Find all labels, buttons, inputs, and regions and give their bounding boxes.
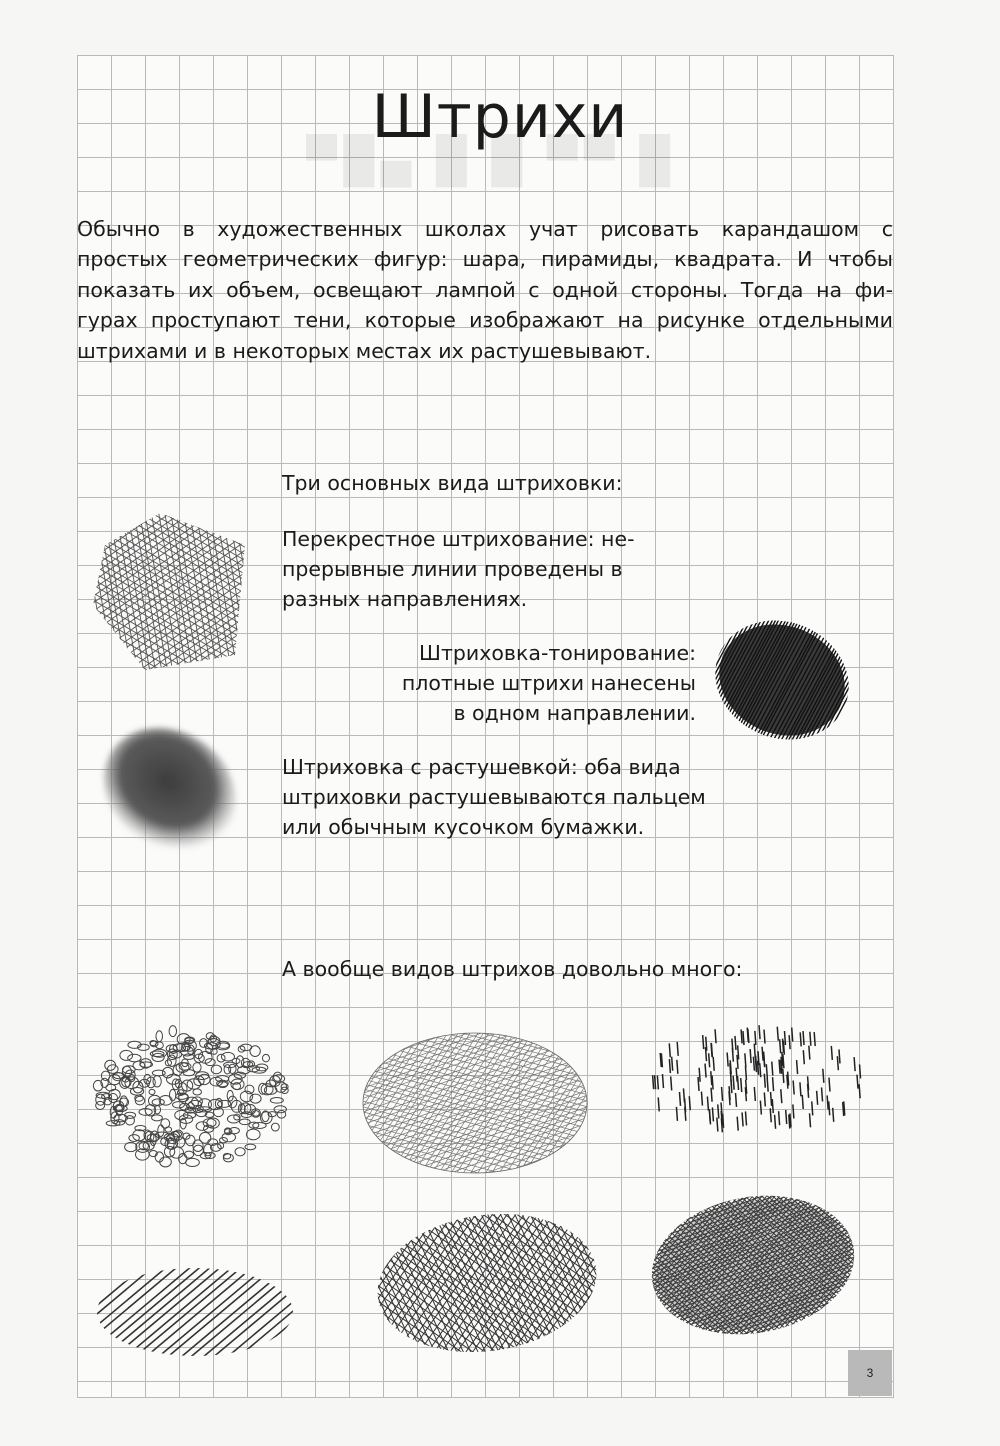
pencil-stroke: [790, 1113, 791, 1127]
pencil-stroke: [204, 1403, 559, 1446]
pencil-stroke: [31, 476, 78, 744]
text-line: Штриховка с растушевкой: оба вида: [282, 755, 681, 779]
pencil-stroke: [750, 1049, 751, 1063]
pencil-stroke: [926, 686, 1000, 884]
pencil-stroke: [181, 1407, 476, 1446]
toning-hatching-sample: [712, 612, 852, 748]
pencil-stroke: [893, 668, 998, 866]
pencil-stroke: [672, 1419, 988, 1446]
text-line: в одном направлении.: [453, 701, 696, 725]
pencil-stroke: [206, 1397, 561, 1446]
pencil-stroke: [756, 1056, 757, 1070]
pencil-stroke: [782, 1052, 783, 1066]
scribble-loop: [173, 1102, 185, 1108]
hatching-heading: Три основных вида штриховки:: [282, 471, 623, 495]
pencil-stroke: [703, 1035, 704, 1049]
pencil-stroke: [915, 680, 1000, 878]
pencil-stroke: [0, 487, 19, 755]
pencil-stroke: [887, 665, 992, 863]
pencil-stroke: [705, 1064, 706, 1078]
scribble-loop: [235, 1148, 245, 1156]
pencil-stroke: [677, 1042, 678, 1056]
pencil-stroke: [837, 1056, 838, 1070]
pencil-stroke: [679, 1092, 680, 1106]
pencil-stroke: [715, 1029, 716, 1043]
blended-fill: [79, 702, 260, 877]
pencil-stroke: [784, 1031, 785, 1045]
pencil-stroke: [775, 1115, 776, 1129]
pencil-stroke: [666, 1403, 982, 1446]
pencil-stroke: [742, 1112, 743, 1126]
pencil-stroke: [779, 1060, 780, 1074]
pencil-stroke: [162, 1434, 457, 1446]
pencil-stroke: [165, 1430, 460, 1446]
scribble-loop: [277, 1110, 286, 1118]
pencil-stroke: [745, 1053, 746, 1067]
scribble-loop: [167, 1055, 176, 1066]
pencil-stroke: [921, 683, 1000, 881]
pencil-stroke: [737, 1117, 738, 1131]
pencil-stroke: [707, 1097, 708, 1111]
pencil-stroke: [827, 1095, 828, 1109]
pencil-stroke: [241, 1410, 486, 1446]
pencil-stroke: [898, 1349, 1000, 1446]
text-line: плотные штрихи нанесены: [401, 671, 696, 695]
pencil-stroke: [808, 1084, 809, 1098]
pencil-stroke: [662, 1074, 663, 1088]
pencil-stroke: [895, 1346, 1000, 1446]
dense-shading-sample: [648, 1190, 858, 1340]
scribble-loop: [135, 1149, 149, 1160]
pencil-stroke: [174, 1417, 469, 1446]
pencil-stroke: [712, 1076, 713, 1090]
scribble-loop: [238, 1046, 245, 1052]
pencil-stroke: [877, 1331, 1000, 1446]
pencil-stroke: [731, 1079, 732, 1093]
pencil-stroke: [793, 1104, 794, 1118]
scribble-loop: [156, 1031, 163, 1042]
pencil-stroke: [907, 676, 1000, 874]
pencil-stroke: [663, 1393, 979, 1446]
scribble-loop: [152, 1115, 163, 1121]
pencil-stroke: [910, 677, 1000, 875]
scribble-loop: [154, 1106, 160, 1114]
pencil-stroke: [653, 1075, 654, 1089]
pencil-stroke: [712, 1107, 713, 1121]
pencil-stroke: [411, 1412, 668, 1446]
scribble-loop: [218, 1043, 230, 1049]
double-cross-hatching-sample: [375, 1208, 600, 1358]
pencil-stroke: [754, 1087, 755, 1101]
scribble-loop: [149, 1089, 155, 1094]
pencil-stroke: [679, 1439, 995, 1446]
scribble-loop: [156, 1042, 164, 1049]
scribble-loop: [170, 1147, 184, 1158]
pencil-stroke: [177, 1412, 472, 1446]
bleed-through: █ ▀▀ █ █ ▄█▀: [300, 135, 671, 184]
pencil-stroke: [741, 1078, 742, 1092]
pencil-stroke: [736, 1093, 737, 1107]
pencil-stroke: [676, 1107, 677, 1121]
pencil-stroke: [689, 1096, 690, 1110]
intro-line: Обычно в художественных школах учат рисовать карандашом с: [77, 217, 893, 241]
pencil-stroke: [764, 1092, 765, 1106]
pencil-stroke: [158, 1440, 453, 1446]
scribble-loop: [270, 1098, 283, 1104]
pencil-stroke: [658, 1097, 659, 1111]
pencil-stroke: [0, 486, 25, 754]
scribble-loop: [245, 1085, 254, 1094]
pencil-stroke: [738, 1076, 739, 1090]
scribble-loop: [106, 1084, 116, 1091]
pencil-stroke: [783, 1069, 784, 1083]
scribble-loop: [271, 1123, 279, 1131]
scribble-loop: [193, 1089, 202, 1095]
scribble-loop: [204, 1144, 212, 1156]
pencil-stroke: [722, 1087, 723, 1101]
pencil-stroke: [823, 1069, 824, 1083]
pencil-stroke: [884, 663, 989, 861]
pencil-stroke: [717, 1118, 718, 1132]
pencil-stroke: [803, 1050, 804, 1064]
pencil-stroke: [671, 1076, 672, 1090]
pencil-stroke: [779, 1111, 780, 1125]
pencil-stroke: [408, 1414, 665, 1446]
pencil-stroke: [675, 1426, 991, 1446]
pencil-stroke: [677, 1060, 678, 1074]
pencil-stroke: [342, 1177, 637, 1383]
pencil-stroke: [767, 1078, 768, 1092]
pencil-stroke: [698, 1077, 699, 1091]
pencil-stroke: [901, 1351, 1000, 1446]
pencil-stroke: [892, 1344, 1000, 1446]
pencil-stroke: [727, 1052, 728, 1066]
pencil-stroke: [829, 1101, 830, 1115]
pencil-stroke: [669, 1411, 985, 1446]
circle-scribbles: [93, 1026, 288, 1167]
intro-line: штрихами и в некоторых местах их растушевывают.: [77, 338, 652, 363]
pencil-stroke: [760, 1063, 761, 1077]
cross-hatching-text: [282, 524, 634, 614]
pencil-stroke: [753, 1057, 754, 1071]
pencil-stroke: [202, 1409, 557, 1446]
scribble-loop: [250, 1046, 260, 1057]
pencil-stroke: [800, 1082, 801, 1096]
pencil-stroke: [41, 542, 277, 678]
pencil-stroke: [683, 1088, 684, 1102]
pencil-stroke: [854, 1057, 855, 1071]
pencil-stroke: [809, 1046, 810, 1060]
pencil-stroke: [741, 1029, 742, 1043]
pencil-stroke: [918, 681, 1000, 879]
pencil-stroke: [788, 1072, 789, 1086]
pencil-stroke: [32, 558, 268, 694]
pencil-stroke: [792, 1028, 793, 1042]
pencil-stroke: [797, 1060, 798, 1074]
pencil-stroke: [859, 1084, 860, 1098]
fine-hatching-sample: [360, 1028, 590, 1178]
pencil-stroke: [677, 1432, 993, 1446]
scribble-loop: [245, 1144, 256, 1150]
pencil-stroke: [427, 1392, 684, 1446]
pencil-stroke: [12, 480, 59, 748]
pencil-stroke: [730, 1063, 731, 1077]
pencil-stroke: [19, 478, 66, 746]
pencil-stroke: [781, 1060, 782, 1074]
pencil-stroke: [780, 1039, 781, 1053]
pencil-stroke: [810, 1113, 811, 1127]
scribble-loop: [165, 1127, 172, 1132]
pencil-stroke: [732, 1039, 733, 1053]
pencil-stroke: [762, 1047, 763, 1061]
diagonal-hatching-sample: [95, 1262, 295, 1362]
pencil-stroke: [0, 489, 7, 757]
scribble-loop: [169, 1026, 176, 1037]
pencil-stroke: [770, 1108, 771, 1122]
pencil-stroke: [236, 1404, 481, 1446]
pencil-stroke: [729, 1091, 730, 1105]
pencil-stroke: [711, 1043, 712, 1057]
pencil-stroke: [661, 1390, 977, 1446]
pencil-stroke: [764, 1074, 765, 1088]
scribble-loop: [200, 1039, 208, 1048]
scribble-loop: [183, 1070, 195, 1076]
blended-hatching-text: [282, 752, 706, 842]
scribble-loop: [281, 1087, 288, 1093]
scribble-loop: [229, 1064, 236, 1073]
scribble-loop: [217, 1054, 225, 1062]
scribble-loop: [223, 1154, 233, 1162]
pencil-stroke: [171, 1421, 466, 1446]
pencil-stroke: [758, 1051, 759, 1065]
pencil-stroke: [7, 481, 54, 749]
pencil-stroke: [251, 1422, 496, 1446]
pencil-stroke: [829, 1078, 830, 1092]
pencil-stroke: [764, 1030, 765, 1044]
pencil-stroke: [736, 1068, 737, 1082]
intro-line: показать их объем, освещают лампой с одной стороны. Тогда на фи-: [77, 277, 893, 302]
pencil-stroke: [773, 1077, 774, 1091]
pencil-stroke: [759, 1025, 760, 1039]
pencil-stroke: [748, 1029, 749, 1043]
pencil-stroke: [833, 1108, 834, 1122]
pencil-stroke: [191, 1392, 486, 1446]
pencil-stroke: [188, 1397, 483, 1446]
intro-line: простых геометрических фигур: шара, пирамиды, квадрата. И чтобы: [77, 247, 893, 272]
pencil-stroke: [889, 1341, 1000, 1446]
pencil-stroke: [721, 1111, 722, 1125]
pencil-stroke: [1, 482, 48, 750]
pencil-stroke: [231, 1398, 476, 1446]
pencil-stroke: [800, 1032, 801, 1046]
scribble-loop: [101, 1071, 109, 1080]
pencil-stroke: [207, 1391, 562, 1446]
blended-hatching-sample: [100, 722, 245, 862]
pencil-stroke: [745, 1087, 746, 1101]
pencil-stroke: [416, 1406, 673, 1446]
pencil-stroke: [895, 669, 1000, 867]
scribble-loop: [239, 1119, 250, 1125]
pencil-stroke: [901, 672, 1000, 870]
pencil-stroke: [423, 1397, 680, 1446]
pencil-stroke: [0, 484, 37, 752]
pencil-stroke: [735, 1036, 736, 1050]
intro-line: гурах проступают тени, которые изображают на рисунке отдельными: [77, 308, 893, 333]
pencil-stroke: [766, 1064, 767, 1078]
pencil-stroke: [425, 1395, 682, 1446]
text-line: Перекрестное штрихование: не-: [282, 527, 635, 551]
pencil-stroke: [676, 1429, 992, 1446]
scribble-loop: [128, 1054, 141, 1061]
pencil-stroke: [783, 1041, 784, 1055]
pencil-stroke: [420, 1401, 677, 1446]
pencil-stroke: [839, 1049, 840, 1063]
pencil-stroke: [711, 1088, 712, 1102]
scribble-loop: [169, 1089, 175, 1100]
pencil-stroke: [789, 1035, 790, 1049]
pencil-stroke: [678, 1435, 994, 1446]
pencil-stroke: [267, 1441, 512, 1446]
pencil-stroke: [781, 1089, 782, 1103]
pencil-stroke: [880, 1333, 1000, 1446]
page-title: Штрихи: [371, 82, 629, 152]
pencil-stroke: [0, 483, 43, 751]
pencil-stroke: [913, 679, 1000, 877]
pencil-stroke: [764, 1053, 765, 1067]
tick-strokes: [653, 1025, 861, 1132]
pencil-stroke: [772, 1099, 773, 1113]
pencil-stroke: [0, 488, 13, 756]
page-number: 3: [848, 1350, 892, 1396]
scribble-loop: [192, 1097, 203, 1106]
scribble-loop: [184, 1054, 194, 1060]
pencil-stroke: [0, 485, 32, 753]
pencil-stroke: [743, 1031, 744, 1045]
pencil-stroke: [709, 1053, 710, 1067]
scribble-loop: [186, 1158, 200, 1166]
scribble-loop: [211, 1065, 221, 1074]
pencil-stroke: [803, 1031, 804, 1045]
pencil-stroke: [655, 1075, 656, 1089]
pencil-stroke: [777, 1027, 778, 1041]
pencil-stroke: [857, 1075, 858, 1089]
pencil-stroke: [822, 1087, 823, 1101]
pencil-stroke: [671, 1415, 987, 1446]
pencil-stroke: [760, 1101, 761, 1115]
pencil-stroke: [669, 1059, 670, 1073]
pencil-stroke: [890, 667, 995, 865]
pencil-stroke: [812, 1101, 813, 1115]
pencil-stroke: [883, 1336, 1000, 1446]
pencil-stroke: [418, 1403, 675, 1446]
pencil-stroke: [886, 1339, 1000, 1446]
pencil-stroke: [718, 1104, 719, 1118]
pencil-stroke: [657, 1075, 658, 1089]
scribble-loop: [152, 1099, 164, 1105]
pencil-stroke: [860, 1064, 861, 1078]
pencil-stroke: [793, 1081, 794, 1095]
scribble-loop: [205, 1059, 215, 1066]
scribble-circles-sample: [90, 1020, 295, 1175]
pencil-stroke: [831, 1046, 832, 1060]
pencil-stroke: [713, 1057, 714, 1071]
pencil-stroke: [168, 1426, 463, 1446]
toning-hatching-text: [360, 638, 696, 728]
pencil-stroke: [771, 1092, 772, 1106]
many-types-heading: А вообще видов штрихов довольно много:: [282, 957, 743, 981]
scribble-loop: [198, 1099, 211, 1110]
pencil-stroke: [246, 1416, 491, 1446]
scribble-loop: [107, 1065, 118, 1074]
pencil-stroke: [737, 1055, 738, 1069]
pencil-stroke: [263, 1436, 508, 1446]
scribble-loop: [246, 1129, 260, 1140]
cross-hatching-sample: [85, 505, 255, 675]
text-line: Штриховка-тонирование:: [419, 641, 696, 665]
pencil-stroke: [660, 1053, 661, 1067]
pencil-stroke: [26, 477, 73, 745]
pencil-stroke: [701, 1092, 702, 1106]
pencil-stroke: [665, 1400, 981, 1446]
pencil-stroke: [810, 1032, 811, 1046]
pencil-stroke: [664, 1396, 980, 1446]
vertical-ticks-sample: [635, 1025, 875, 1135]
pencil-stroke: [878, 660, 983, 858]
pencil-stroke: [745, 1066, 746, 1080]
pencil-stroke: [185, 1402, 480, 1446]
pencil-stroke: [709, 1109, 710, 1123]
pencil-stroke: [413, 1409, 670, 1446]
text-line: или обычным кусочком бумажки.: [282, 815, 645, 839]
pencil-stroke: [814, 1032, 815, 1046]
pencil-stroke: [786, 1110, 787, 1124]
text-line: прерывные линии проведены в: [282, 557, 623, 581]
pencil-stroke: [904, 674, 1000, 872]
pencil-stroke: [772, 1062, 773, 1076]
pencil-stroke: [881, 662, 986, 860]
pencil-stroke: [673, 1422, 989, 1446]
pencil-stroke: [802, 1095, 803, 1109]
pencil-stroke: [672, 1057, 673, 1071]
pencil-stroke: [257, 1429, 502, 1446]
pencil-stroke: [225, 1391, 470, 1446]
pencil-stroke: [746, 1111, 747, 1125]
pencil-stroke: [817, 1091, 818, 1105]
pencil-stroke: [844, 1101, 845, 1115]
pencil-stroke: [733, 1076, 734, 1090]
pencil-stroke: [668, 1408, 984, 1446]
text-line: разных направлениях.: [282, 587, 528, 611]
pencil-stroke: [924, 684, 1000, 882]
text-line: штриховки растушевываются пальцем: [282, 785, 706, 809]
scribble-loop: [125, 1142, 137, 1151]
pencil-stroke: [706, 1037, 707, 1051]
intro-paragraph: [77, 214, 893, 366]
pencil-stroke: [681, 1443, 997, 1446]
pencil-stroke: [669, 1043, 670, 1057]
pencil-stroke: [699, 1068, 700, 1082]
scribble-loop: [262, 1054, 269, 1061]
pencil-stroke: [755, 1031, 756, 1045]
pencil-stroke: [898, 671, 1000, 869]
scribble-loop: [193, 1140, 203, 1152]
scribble-loop: [140, 1059, 151, 1068]
